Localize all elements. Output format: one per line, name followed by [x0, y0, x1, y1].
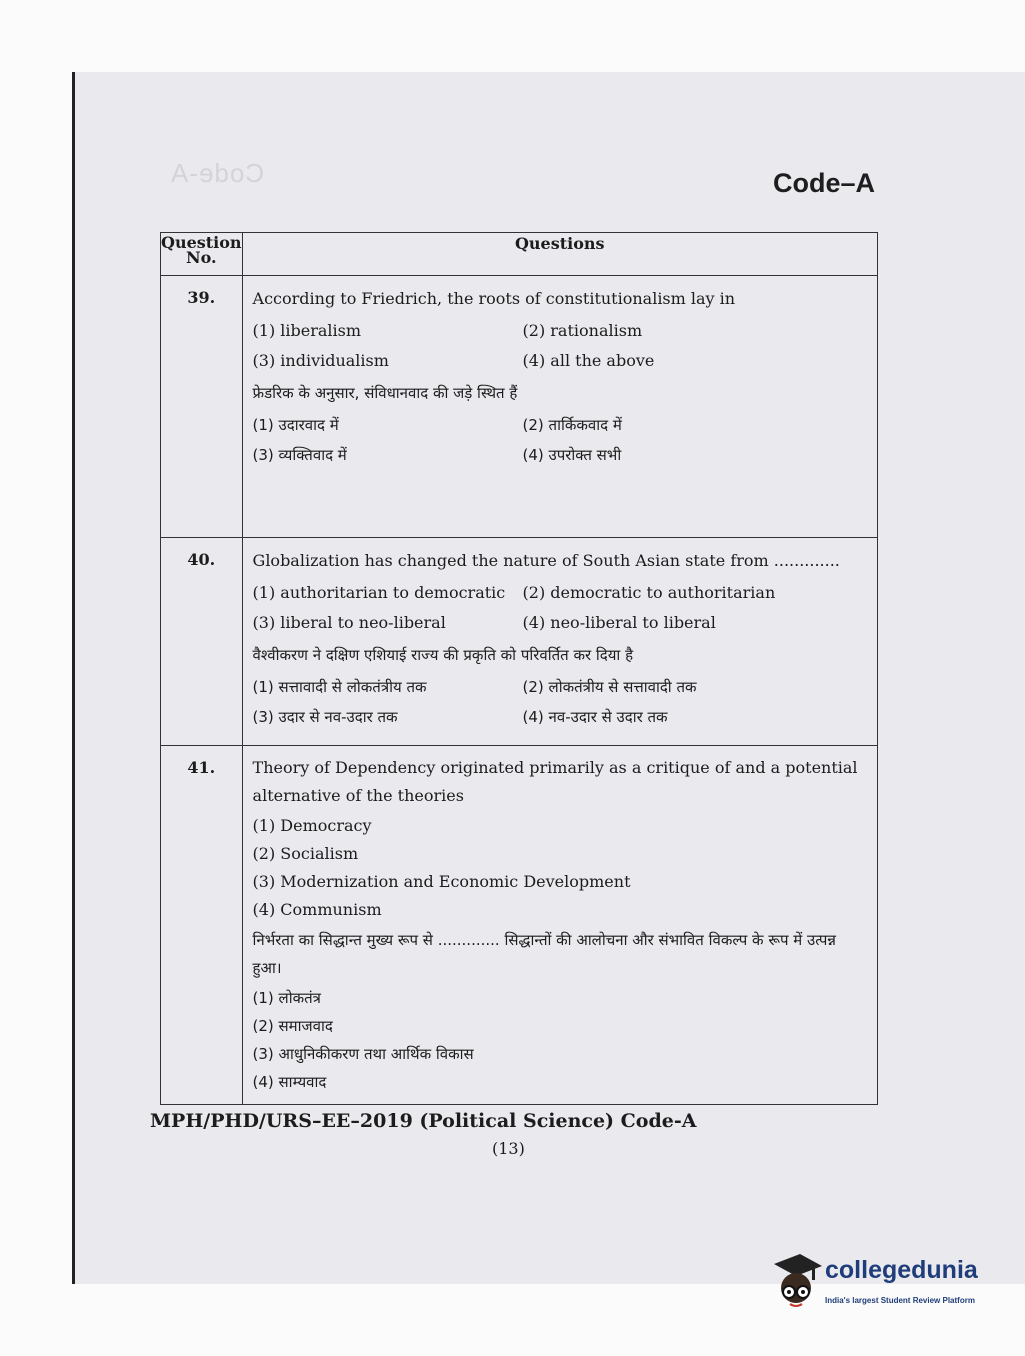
- question-stem-en: Theory of Dependency originated primarily as a critique of and a potential alternative of the theories: [252, 758, 858, 805]
- column-header-question-no: Question No.: [161, 233, 243, 276]
- option-2: (2) rationalism: [522, 321, 643, 340]
- bleed-through-text: Code-A: [170, 158, 265, 188]
- option-1-hi: (1) उदारवाद में: [252, 416, 339, 434]
- option-4: (4) all the above: [522, 351, 655, 370]
- option-2-hi: (2) लोकतंत्रीय से सत्तावादी तक: [522, 678, 697, 696]
- option-2-hi: (2) तार्किकवाद में: [522, 416, 622, 434]
- question-row: [161, 746, 878, 1105]
- option-3-hi: (3) आधुनिकीकरण तथा आर्थिक विकास: [252, 1045, 474, 1063]
- logo-name: collegedunia: [825, 1256, 978, 1284]
- option-4: (4) neo-liberal to liberal: [522, 613, 716, 632]
- paper-footer: MPH/PHD/URS–EE–2019 (Political Science) Code-A: [150, 1110, 697, 1132]
- question-stem-hi: निर्भरता का सिद्धान्त मुख्य रूप से ............. सिद्धान्तों की आलोचना और संभावित विकल्प के रूप में उत्पन्न हुआ।: [252, 931, 836, 977]
- option-1: (1) authoritarian to democratic: [252, 583, 506, 602]
- paper-code: Code–A: [772, 168, 875, 198]
- question-stem-hi: फ्रेडरिक के अनुसार, संविधानवाद की जड़े स्थित हैं: [252, 384, 518, 402]
- option-2: (2) Socialism: [252, 844, 359, 863]
- column-header-questions: Questions: [242, 233, 877, 276]
- mascot-icon: [768, 1250, 824, 1320]
- option-4: (4) Communism: [252, 900, 382, 919]
- logo-tagline: India's largest Student Review Platform: [825, 1296, 975, 1305]
- option-3: (3) Modernization and Economic Development: [252, 872, 631, 891]
- question-number: 41.: [161, 746, 243, 1105]
- questions-table: [160, 232, 878, 1105]
- option-4-hi: (4) उपरोक्त सभी: [522, 446, 622, 464]
- option-2: (2) democratic to authoritarian: [522, 583, 776, 602]
- option-3: (3) individualism: [252, 351, 389, 370]
- question-stem-en: According to Friedrich, the roots of constitutionalism lay in: [252, 289, 736, 308]
- question-row: [161, 538, 878, 746]
- question-number: 39.: [161, 276, 243, 538]
- option-4-hi: (4) नव-उदार से उदार तक: [522, 708, 668, 726]
- option-3-hi: (3) उदार से नव-उदार तक: [252, 708, 398, 726]
- option-3: (3) liberal to neo-liberal: [252, 613, 446, 632]
- page-number: (13): [492, 1139, 525, 1158]
- option-3-hi: (3) व्यक्तिवाद में: [252, 446, 347, 464]
- option-1-hi: (1) सत्तावादी से लोकतंत्रीय तक: [252, 678, 427, 696]
- option-1: (1) liberalism: [252, 321, 362, 340]
- option-4-hi: (4) साम्यवाद: [252, 1073, 327, 1091]
- option-1-hi: (1) लोकतंत्र: [252, 989, 321, 1007]
- question-number: 40.: [161, 538, 243, 746]
- collegedunia-logo: [768, 1250, 998, 1340]
- question-stem-hi: वैश्वीकरण ने दक्षिण एशियाई राज्य की प्रकृति को परिवर्तित कर दिया है: [252, 646, 634, 664]
- question-row: [161, 276, 878, 538]
- option-2-hi: (2) समाजवाद: [252, 1017, 333, 1035]
- question-stem-en: Globalization has changed the nature of South Asian state from .............: [252, 551, 840, 570]
- option-1: (1) Democracy: [252, 816, 372, 835]
